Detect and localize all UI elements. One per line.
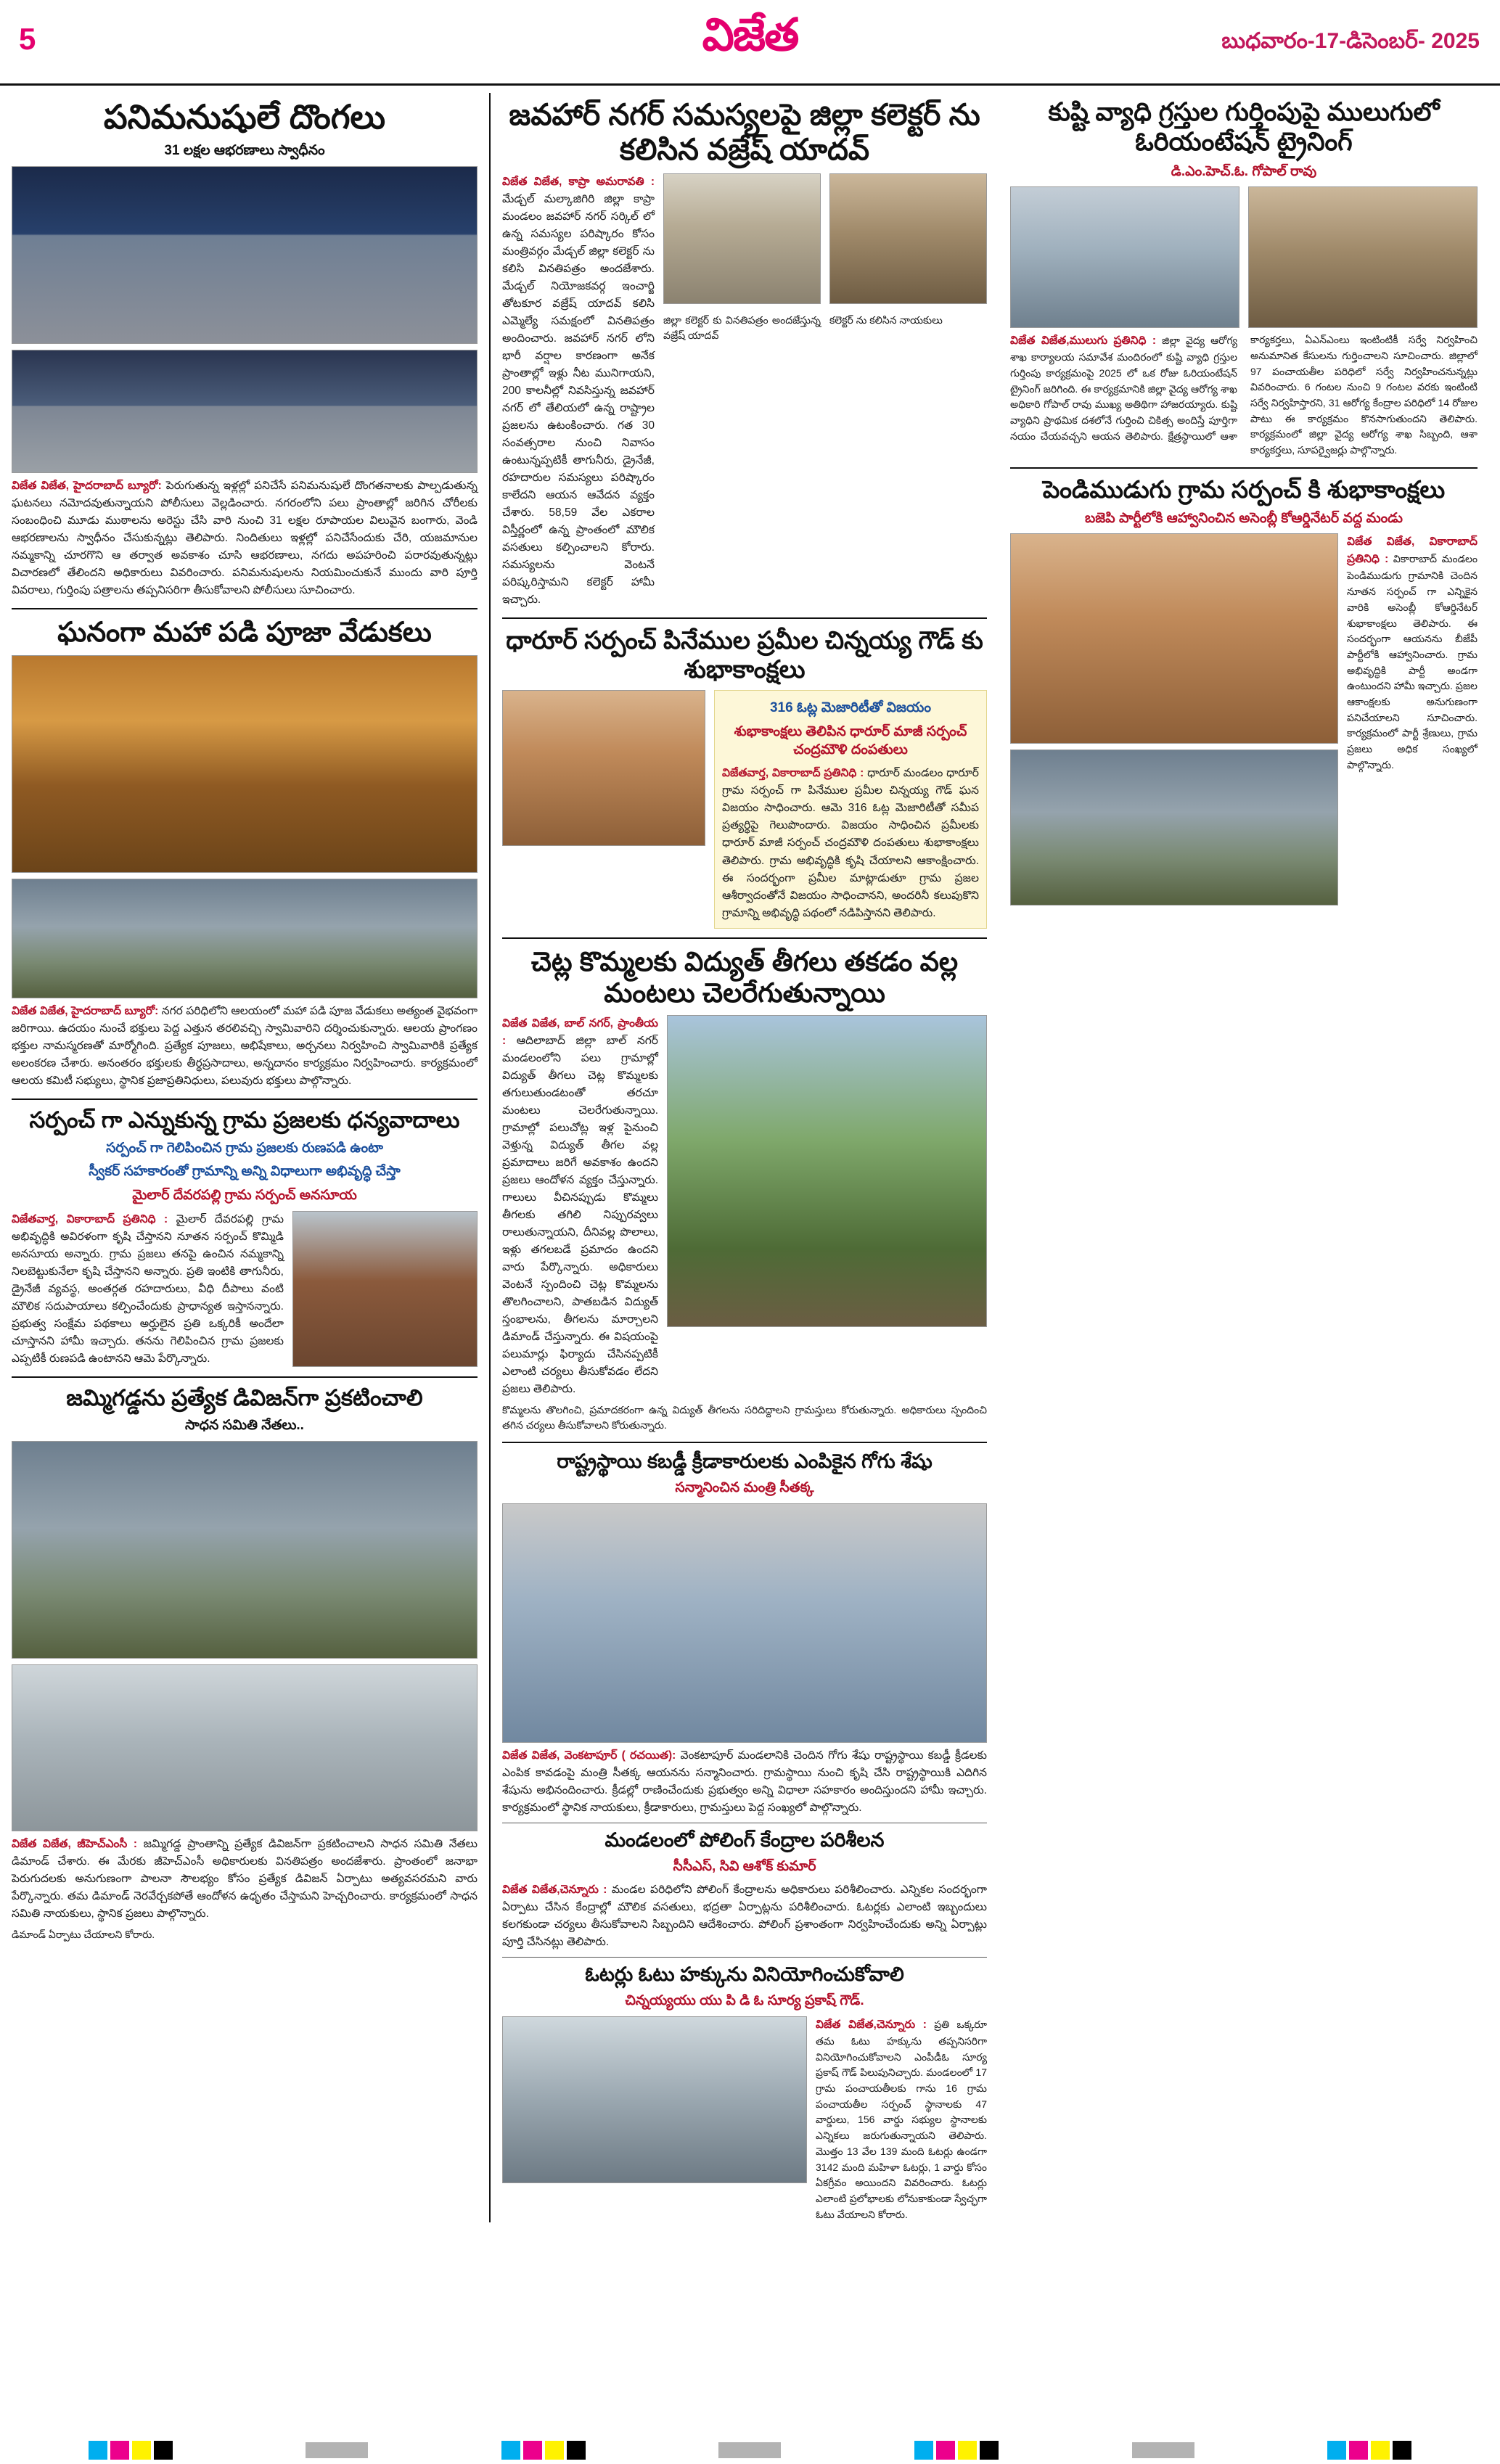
registration-group-2 [501,2441,586,2460]
article-body [502,1015,658,1398]
yellow-swatch [1371,2441,1390,2460]
headline: చెట్ల కొమ్మలకు విద్యుత్ తీగలు తకడం వల్ల మంటలు చెలరేగుతున్నాయి [530,946,959,1009]
headline: ఓటర్లు ఓటు హక్కును వినియోగించుకోవాలి [585,1963,904,1986]
body-text: ధారూర్ మండలం ధారూర్ గ్రామ సర్పంచ్ గా పినేముల ప్రమీల చిన్నయ్య గౌడ్ ఘన విజయం సాధించారు. ఆమె 316 ఓట్ల మెజారిటీతో సమీప ప్రత్యర్థిపై గెలుపొందారు. విజయం సాధించిన ప్రమీలకు ధారూర్ మాజీ సర్పంచ్ చంద్రమౌళి దంపతులు శుభాకాంక్షలు తెలిపారు. గ్రామ అభివృద్ధికి కృషి చేయాలని ఆకాంక్షించారు. ఈ సందర్భంగా ప్రమీల మాట్లాడుతూ గ్రామ ప్రజల ఆశీర్వాదంతోనే విజయం సాధించానని, అందరినీ కలుపుకొని గ్రామాన్ని అభివృద్ధి పథంలో నడిపిస్తానని తెలిపారు. [722,767,979,919]
subheadline-2: శుభాకాంక్షలు తెలిపిన ధారూర్ మాజీ సర్పంచ్ చంద్రమౌళి దంపతులు [734,724,967,757]
body-text: ప్రతి ఒక్కరూ తమ ఓటు హక్కును తప్పనిసరిగా వినియోగించుకోవాలని ఎంపీడీఓ సూర్య ప్రకాష్ గౌడ్ పిలుపునిచ్చారు. మండలంలో 17 గ్రామ పంచాయతీలకు గాను 16 గ్రామ పంచాయతీల సర్పంచ్ స్థానాలకు 47 వార్డులు, 156 వార్డు సభ్యుల స్థానాలకు ఎన్నికలు జరుగుతున్నాయని తెలిపారు. మొత్తం 13 వేల 139 మంది ఓటర్లు ఉండగా 3142 మంది మహిళా ఓటర్లు, 1 వార్డు కోసం ఏకగ్రీవం అయిందని వివరించారు. ఓటర్లు ఎలాంటి ప్రలోభాలకు లోనుకాకుండా స్వేచ్ఛగా ఓటు వేయాలని కోరారు. [816,2018,987,2220]
kabaddi-felicitation-photo [502,1503,987,1743]
divider [502,617,987,619]
article-body [502,173,655,609]
black-swatch [567,2441,586,2460]
article-body [12,1211,284,1368]
registration-group-3 [914,2441,999,2460]
black-swatch [1393,2441,1411,2460]
divider [12,1098,478,1100]
article-body [12,1003,478,1090]
article-sarpanch-thanks [12,1107,478,1368]
byline: విజేత విజేత,చెన్నూరు : [816,2018,927,2031]
byline: విజేత విజేత, వెంకటాపూర్ ( రచయిత): [502,1749,676,1762]
tree-power-line-photo [667,1015,987,1327]
subheadline: బజెపి పార్టీలోకి ఆహ్వానించిన అసెంబ్లీ కోఆర్డినేటర్ వద్ద మండు [1085,510,1403,526]
divider [502,1442,987,1443]
article-body [1010,332,1478,459]
cyan-swatch [501,2441,520,2460]
article-kabaddi-gogu-seshu [502,1450,987,1817]
subheadline: డి.ఎం.హెచ్.ఓ. గోపాల్ రావు [1171,163,1317,179]
article-dharur-sarpanch [502,626,987,928]
byline: విజేత విజేత,చెన్నూరు : [502,1884,607,1897]
divider [502,937,987,939]
byline: విజేత విజేత,ములుగు ప్రతినిధి : [1010,334,1157,348]
byline: విజేత విజేత, వికారాబాద్ ప్రతినిధి : [1347,535,1478,566]
masthead [0,0,1500,86]
mpdo-desk-photo [502,2016,807,2183]
subheadline: సీసీఎస్, సివి ఆశోక్ కుమార్ [673,1858,816,1874]
body-text: నగర పరిధిలోని ఆలయంలో మహా పడి పూజ వేడుకలు అత్యంత వైభవంగా జరిగాయి. ఉదయం నుంచే భక్తులు పెద్ద ఎత్తున తరలివచ్చి స్వామివారిని దర్శించుకున్నారు. ఆలయ ప్రాంగణం భక్తుల నామస్మరణతో మార్మోగింది. ప్రత్యేక పూజలు, అభిషేకాలు, అర్చనలు నిర్వహించి స్వామివారికి ప్రత్యేక అలంకరణ చేశారు. అనంతరం భక్తులకు తీర్థప్రసాదాలు, అన్నదానం కార్యక్రమం నిర్వహించారు. కార్యక్రమంలో ఆలయ కమిటీ సభ్యులు, స్థానిక ప్రజాప్రతినిధులు, పలువురు భక్తులు పాల్గొన్నారు. [12,1004,478,1087]
body-text: ఆదిలాబాద్ జిల్లా బాల్ నగర్ మండలంలోని పలు గ్రామాల్లో విద్యుత్ తీగలు చెట్ల కొమ్మలకు తగులుతుండటంతో తరచూ మంటలు చెలరేగుతున్నాయి. గ్రామాల్లో పలుచోట్ల ఇళ్ల పైనుంచి వెళ్తున్న విద్యుత్ తీగల వల్ల ప్రమాదాలు జరిగే అవకాశం ఉందని ప్రజలు ఆందోళన వ్యక్తం చేస్తున్నారు. గాలులు వీచినప్పుడు కొమ్మలు తీగలకు తగిలి నిప్పురవ్వలు రాలుతున్నాయని, దీనివల్ల పొలాలు, ఇళ్లు తగలబడే ప్రమాదం ఉందని వారు పేర్కొన్నారు. అధికారులు వెంటనే స్పందించి చెట్ల కొమ్మలను తొలగించాలని, పాతబడిన విద్యుత్ స్తంభాలను, తీగలను మార్చాలని డిమాండ్ చేస్తున్నారు. ఈ విషయంపై పలుమార్లు ఫిర్యాదు చేసినప్పటికీ ఎలాంటి చర్యలు తీసుకోవడం లేదని ప్రజలు తెలిపారు. [502,1034,659,1396]
headline: జవహార్ నగర్ సమస్యలపై జిల్లా కలెక్టర్ ను కలిసిన వజ్రేష్ యాదవ్ [509,98,980,167]
byline: విజేతవార్త, వికారాబాద్ ప్రతినిధి : [722,767,864,780]
article-body [502,1881,987,1951]
collector-meeting-photo [663,173,821,304]
magenta-swatch [1349,2441,1368,2460]
photo-caption: డిమాండ్ ఏర్పాటు చేయాలని కోరారు. [12,1929,155,1941]
magenta-swatch [936,2441,955,2460]
headline: ధారూర్ సర్పంచ్ పినేముల ప్రమీల చిన్నయ్య గౌడ్ కు శుభాకాంక్షలు [506,627,983,684]
protest-group-photo [12,1441,478,1659]
yellow-swatch [545,2441,564,2460]
byline: విజేతవార్త, వికారాబాద్ ప్రతినిధి : [12,1212,168,1225]
subheadline-2: స్వీకర్ సహకారంతో గ్రామాన్ని అన్ని విధాలుగా అభివృద్ధి చేస్తా [89,1164,401,1180]
magenta-swatch [523,2441,542,2460]
divider [502,1957,987,1958]
article-body [502,1747,987,1817]
byline: విజేత విజేత, కాప్రా అమరావతి : [502,175,655,188]
subheadline: సాధన సమితి నేతలు.. [185,1418,304,1434]
subheadline-1: సర్పంచ్ గా గెలిపించిన గ్రామ ప్రజలకు రుణపడి ఉంటా [106,1140,383,1156]
photo-caption-right: కలెక్టర్ ను కలిసిన నాయకులు [829,313,943,326]
registration-group-4 [1327,2441,1411,2460]
bjp-group-photo [1010,750,1338,905]
collector-office-hall-photo [829,173,987,304]
left-column [12,93,491,2222]
subheadline-1: 316 ఓట్ల మెజారిటీతో విజయం [769,700,931,716]
article-maha-padi-puja [12,617,478,1090]
newspaper-logo: విజేత [702,10,798,60]
subheadline-3: మైలార్ దేవరపల్లి గ్రామ సర్పంచ్ అనసూయ [132,1187,357,1203]
headline: ఘనంగా మహా పడి పూజా వేడుకలు [57,617,432,649]
article-body [12,1836,478,1923]
training-projector-photo [1248,186,1478,328]
body-text: మేడ్చల్ మల్కాజిగిరి జిల్లా కాప్రా మండలం జవహార్ నగర్ సర్కిల్ లో ఉన్న సమస్యల పరిష్కారం కోసం మంత్రివర్గం మేడ్చల్ జిల్లా కలెక్టర్ ను కలిసి వినతిపత్రం అందజేశారు. మేడ్చల్ నియోజకవర్గ ఇంచార్జి తోటకూర వజ్రేష్ యాదవ్ కలిసి ఎమ్మెల్యే సమక్షంలో వినతిపత్రం అందించారు. జవహార్ నగర్ లోని భారీ వర్షాల కారణంగా అనేక ప్రాంతాల్లో ఇళ్లు నీట మునిగాయని, 200 కాలనీల్లో నివసిస్తున్న జవహార్ నగర్ లో తేలియలో ఉన్న రాష్ట్రాల ప్రజలను ఉటంకించారు. గత 30 సంవత్సరాల నుంచి నివాసం ఉంటున్నప్పటికీ తాగునీరు, డ్రైనేజీ, రహదారుల సమస్యలు పరిష్కారం కాలేదని ఆయన ఆవేదన వ్యక్తం చేశారు. 58,59 వేల ఎకరాల విస్తీర్ణంలో ఉన్న ప్రాంతంలో మౌలిక వసతులు కల్పించాలని కోరారు. సమస్యలను వెంటనే పరిష్కరిస్తామని కలెక్టర్ హామీ ఇచ్చారు. [502,192,655,607]
article-panimanushule-dongalu [12,97,478,599]
black-swatch [154,2441,173,2460]
gray-registration-block [306,2442,368,2458]
bjp-felicitation-photo [1010,533,1338,744]
black-swatch [980,2441,999,2460]
subheadline: 31 లక్షల ఆభరణాలు స్వాధీనం [164,143,325,159]
yellow-swatch [132,2441,151,2460]
cyan-swatch [1327,2441,1346,2460]
headline: జమ్మిగడ్డను ప్రత్యేక డివిజన్‌గా ప్రకటించాలి [66,1384,423,1410]
training-hall-photo [1010,186,1239,328]
article-jammigadda-division [12,1385,478,1942]
sarpanch-portrait-photo [292,1211,478,1367]
photo-caption-left: జిల్లా కలెక్టర్ కు వినతిపత్రం అందజేస్తున్న వజ్రేష్ యాదవ్ [663,313,821,341]
headline: సర్పంచ్ గా ఎన్నుకున్న గ్రామ ప్రజలకు ధన్యవాదాలు [29,1106,460,1133]
headline: కుష్టి వ్యాధి గ్రస్తుల గుర్తింపుపై ములుగులో ఓరియంటేషన్ ట్రైనింగ్ [1048,98,1440,157]
dharur-text-box [714,690,987,928]
body-text: మైలార్ దేవరపల్లి గ్రామ అభివృద్ధికి అవిరళంగా కృషి చేస్తానని నూతన సర్పంచ్ కొమ్మిడి అనసూయ అన్నారు. గ్రామ ప్రజలు తనపై ఉంచిన నమ్మకాన్ని నిలబెట్టుకునేలా కృషి చేస్తానని అన్నారు. ప్రతి ఇంటికి తాగునీరు, డ్రైనేజీ వ్యవస్థ, అంతర్గత రహదారులు, వీధి దీపాలు వంటి మౌలిక సదుపాయాలు కల్పించేందుకు ప్రాధాన్యత ఇస్తానన్నారు. ప్రభుత్వ సంక్షేమ పథకాలు అర్హులైన ప్రతి ఒక్కరికీ అందేలా చూస్తానని హామీ ఇచ్చారు. తనను గెలిపించిన గ్రామ ప్రజలకు ఎప్పటికీ రుణపడి ఉంటానని ఆమె పేర్కొన్నారు. [12,1212,284,1365]
divider [12,1376,478,1378]
cyan-swatch [89,2441,107,2460]
gray-registration-block [718,2442,781,2458]
headline: మండలంలో పోలింగ్ కేంద్రాల పరిశీలన [604,1828,885,1851]
registration-group-1 [89,2441,173,2460]
body-text: మండల పరిధిలోని పోలింగ్ కేంద్రాలను అధికారులు పరిశీలించారు. ఎన్నికల సందర్భంగా ఏర్పాటు చేసిన కేంద్రాల్లో మౌలిక వసతులు, భద్రతా ఏర్పాట్లను పరిశీలించారు. ఓటర్లకు ఎలాంటి ఇబ్బందులు కలగకుండా చర్యలు తీసుకోవాలని సిబ్బందిని ఆదేశించారు. పోలింగ్ ప్రశాంతంగా నిర్వహించేందుకు అన్ని ఏర్పాట్లు పూర్తి చేసినట్లు తెలిపారు. [502,1884,987,1949]
middle-column [491,93,999,2222]
byline: విజేత విజేత, బాల్ నగర్, ప్రాంతీయ : [502,1017,658,1047]
body-text: జిల్లా వైద్య ఆరోగ్య శాఖ కార్యాలయ సమావేశ మందిరంలో కుష్టి వ్యాధి గ్రస్తుల గుర్తింపు కార్యక్రమంపై 2025 లో ఒక రోజు ఓరియంటేషన్ ట్రైనింగ్ జరిగింది. ఈ కార్యక్రమానికి జిల్లా వైద్య ఆరోగ్య శాఖ అధికారి గోపాల్ రావు ముఖ్య అతిథిగా హాజరయ్యారు. కుష్టి వ్యాధిని ప్రాథమిక దశలోనే గుర్తించి చికిత్స అందిస్తే పూర్తిగా నయం చేయవచ్చని ఆయన తెలిపారు. క్షేత్రస్థాయిలో ఆశా కార్యకర్తలు, ఏఎన్ఎంలు ఇంటింటికీ సర్వే నిర్వహించి అనుమానిత కేసులను గుర్తించాలని సూచించారు. జిల్లాలో 97 పంచాయతీల పరిధిలో సర్వే నిర్వహించనున్నట్లు వివరించారు. 6 గంటల నుంచి 9 గంటల వరకు ఇంటింటి సర్వే నిర్వహిస్తారని, 31 ఆరోగ్య కేంద్రాల పరిధిలో 14 రోజుల పాటు ఈ కార్యక్రమం కొనసాగుతుందని తెలిపారు. కార్యక్రమంలో జిల్లా వైద్య ఆరోగ్య శాఖ సిబ్బంది, ఆశా కార్యకర్తలు, సూపర్వైజర్లు పాల్గొన్నారు. [1010,334,1478,456]
byline: విజేత విజేత, హైదరాబాద్ బ్యూరో: [12,1004,159,1017]
article-leprosy-orientation-training [1010,97,1478,459]
article-voters-exercise-vote [502,1963,987,2222]
issue-date: బుధవారం-17-డిసెంబర్- 2025 [1221,29,1480,53]
cyan-swatch [914,2441,933,2460]
temple-procession-photo [12,655,478,873]
photo-caption: కొమ్మలను తొలగించి, ప్రమాదకరంగా ఉన్న విద్యుత్ తీగలను సరిదిద్దాలని గ్రామస్తులు కోరుతున్నారు. అధికారులు స్పందించి తగిన చర్యలు తీసుకోవాలని కోరుతున్నారు. [502,1404,987,1432]
police-station-press-meet-photo [12,166,478,344]
right-column [999,93,1478,2222]
body-text: వెంకటాపూర్ మండలానికి చెందిన గోగు శేషు రాష్ట్రస్థాయి కబడ్డీ క్రీడలకు ఎంపిక కావడంపై మంత్రి సీతక్క ఆయనను సన్మానించారు. గ్రామస్థాయి నుంచి కృషి చేసి రాష్ట్రస్థాయికి ఎదిగిన శేషును అభినందించారు. క్రీడల్లో రాణించేందుకు ప్రభుత్వం అన్ని విధాలా సహకారం అందిస్తుందని హామీ ఇచ్చారు. కార్యక్రమంలో స్థానిక నాయకులు, క్రీడాకారులు, గ్రామస్తులు పెద్ద సంఖ్యలో పాల్గొన్నారు. [502,1749,987,1814]
felicitation-photo [502,690,705,846]
article-pendimudugu-sarpanch [1010,476,1478,906]
headline: పెండిముడుగు గ్రామ సర్పంచ్ కి శుభాకాంక్షలు [1042,475,1446,503]
article-tree-power-lines [502,946,987,1434]
page-body [0,86,1500,2222]
body-text: జమ్మిగడ్డ ప్రాంతాన్ని ప్రత్యేక డివిజన్‌గా ప్రకటించాలని సాధన సమితి నేతలు డిమాండ్ చేశారు. ఈ మేరకు జీహెచ్ఎంసీ అధికారులకు వినతిపత్రం అందజేశారు. ప్రాంతంలో జనాభా పెరుగుదలకు అనుగుణంగా పాలనా సౌలభ్యం కోసం ప్రత్యేక డివిజన్ ఏర్పాటు అత్యవసరమని వారు పేర్కొన్నారు. తమ డిమాండ్ నెరవేర్చకపోతే ఆందోళన ఉధృతం చేస్తామని హెచ్చరించారు. కార్యక్రమంలో సాధన సమితి నాయకులు, స్థానిక ప్రజలు పాల్గొన్నారు. [12,1838,478,1921]
body-text: వికారాబాద్ మండలం పెండిముడుగు గ్రామానికి చెందిన నూతన సర్పంచ్ గా ఎన్నికైన వారికి అసెంబ్లీ కోఆర్డినేటర్ శుభాకాంక్షలు తెలిపారు. ఈ సందర్భంగా ఆయనను బీజేపీ పార్టీలోకి ఆహ్వానించారు. గ్రామ అభివృద్ధికి పార్టీ అండగా ఉంటుందని హామీ ఇచ్చారు. ప్రజల ఆకాంక్షలకు అనుగుణంగా పనిచేయాలని సూచించారు. కార్యక్రమంలో పార్టీ శ్రేణులు, గ్రామ ప్రజలు అధిక సంఖ్యలో పాల్గొన్నారు. [1347,553,1478,771]
magenta-swatch [110,2441,129,2460]
gray-registration-block [1132,2442,1194,2458]
article-body [12,477,478,599]
article-polling-centers-inspection [502,1829,987,1952]
temple-devotees-group-photo [12,879,478,998]
page-number: 5 [19,22,36,56]
print-registration-bars [0,2441,1500,2460]
byline: విజేత విజేత, జీహెచ్ఎంసీ : [12,1838,138,1851]
body-text: పెరుగుతున్న ఇళ్లల్లో పనిచేసే పనిమనుషులే దొంగతనాలకు పాల్పడుతున్న ఘటనలు నమోదవుతున్నాయని పోలీసులు వెల్లడించారు. నగరంలోని పలు ప్రాంతాల్లో జరిగిన చోరీలకు సంబంధించి మూడు ముఠాలను అరెస్టు చేసి వారి నుంచి 31 లక్షల రూపాయల విలువైన బంగారు, వెండి ఆభరణాలను స్వాధీనం చేసుకున్నట్లు తెలిపారు. నిందితులు ఇళ్లల్లో పనిచేసేందుకు చేరి, యజమానుల నమ్మకాన్ని చూరగొని ఆ తర్వాత అవకాశం చూసి ఆభరణాలు, నగదు అపహరించి పరారవుతున్నట్లు విచారణలో తేలిందని అధికారులు వివరించారు. పనిమనుషులను నియమించుకునే ముందు వారి పూర్తి వివరాలు, గుర్తింపు పత్రాలను తప్పనిసరిగా తీసుకోవాలని పోలీసులు సూచించారు. [12,479,478,597]
ghmc-office-group-photo [12,1664,478,1831]
headline: రాష్ట్రస్థాయి కబడ్డీ క్రీడాకారులకు ఎంపికైన గోగు శేషు [557,1450,933,1473]
article-body [1347,533,1478,773]
byline: విజేత విజేత, హైదరాబాద్ బ్యూరో: [12,479,162,492]
article-jawahar-nagar-collector [502,97,987,609]
divider [1010,467,1478,469]
subheadline: చిన్నయ్యయు యు పి డి ఓ సూర్య ప్రకాష్ గౌడ్. [625,1993,864,2009]
headline: పనిమనుషులే దొంగలు [103,98,386,136]
article-body [722,765,979,921]
police-officers-photo [12,350,478,473]
subheadline: సన్మానించిన మంత్రి సీతక్క [675,1480,814,1496]
yellow-swatch [958,2441,977,2460]
article-body [816,2016,987,2222]
divider [12,608,478,609]
